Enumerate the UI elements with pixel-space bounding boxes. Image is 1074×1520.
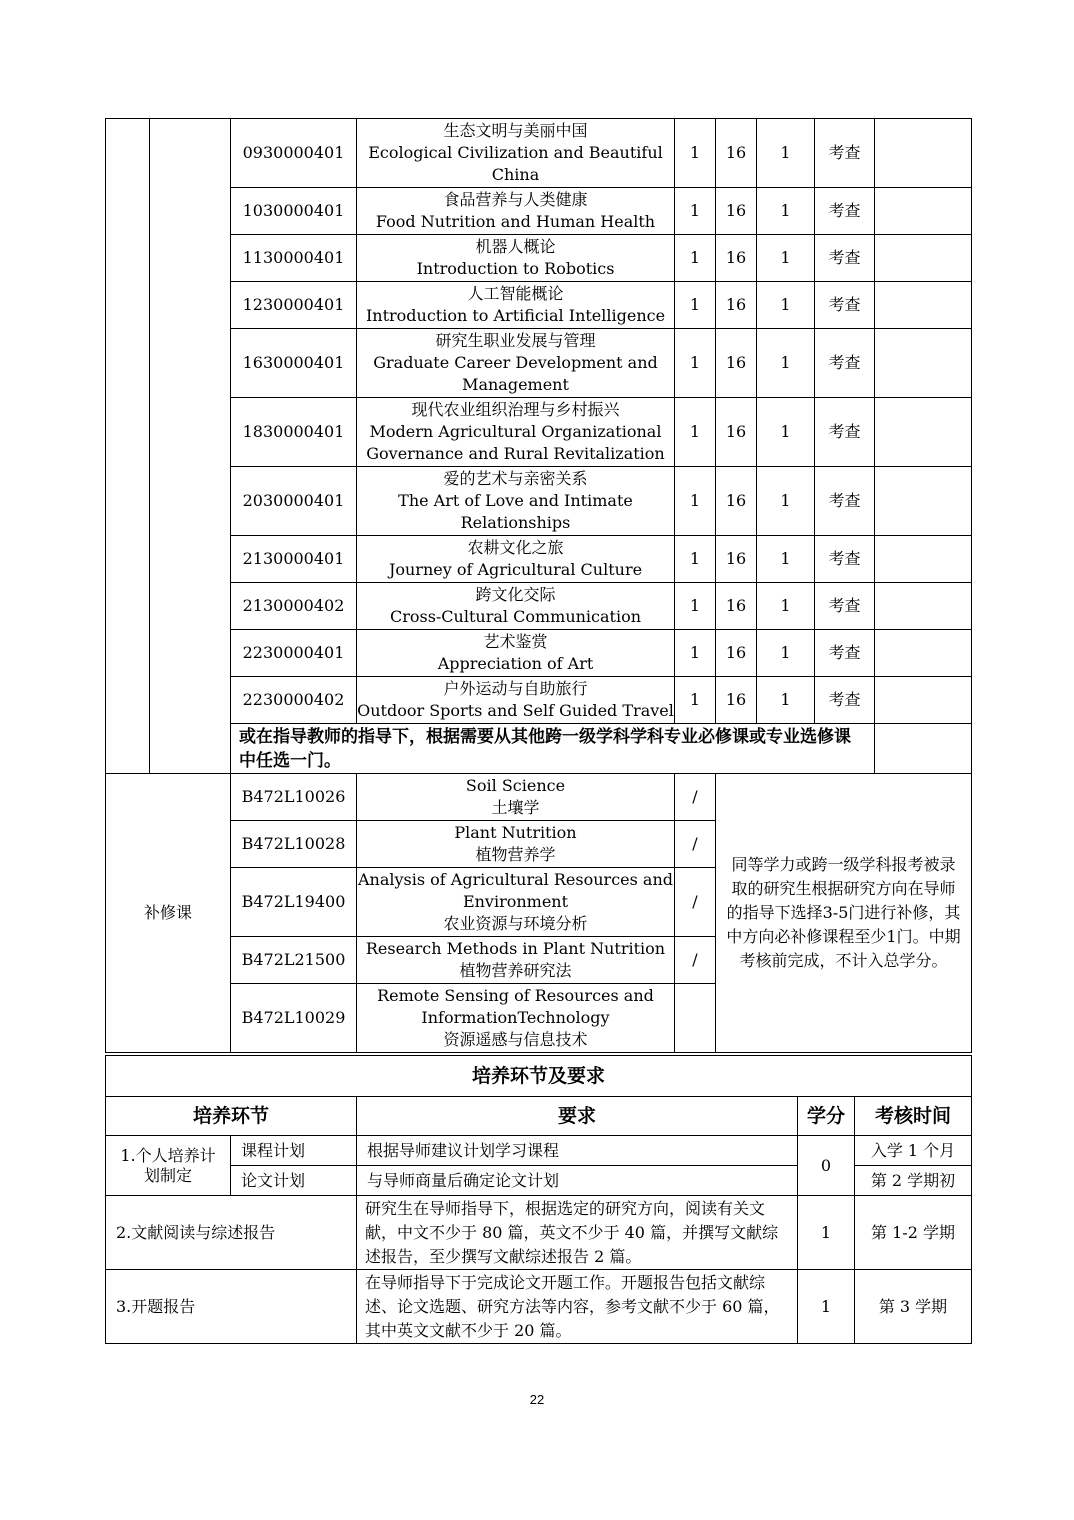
course-credit: 1 <box>675 536 716 583</box>
remedial-name-en: Research Methods in Plant Nutrition <box>365 939 666 958</box>
course-row <box>106 398 972 467</box>
course-name <box>357 235 675 282</box>
course-remark <box>875 536 972 583</box>
course-remark <box>875 119 972 188</box>
course-name-cn: 食品营养与人类健康 <box>443 190 588 209</box>
course-credit: 1 <box>675 119 716 188</box>
header-requirement: 要求 <box>357 1097 798 1136</box>
course-code: 2130000401 <box>231 536 357 583</box>
course-assessment: 考查 <box>815 329 875 398</box>
course-row <box>106 467 972 536</box>
elective-note: 或在指导教师的指导下，根据需要从其他跨一级学科学科专业必修课或专业选修课中任选一门。 <box>231 724 875 774</box>
course-credit: 1 <box>675 398 716 467</box>
course-name <box>357 398 675 467</box>
course-table <box>105 118 972 1053</box>
course-name-en: The Art of Love and Intimate Relationships <box>398 491 633 532</box>
course-hours: 16 <box>716 119 757 188</box>
course-name-en: Appreciation of Art <box>437 654 594 673</box>
course-hours: 16 <box>716 630 757 677</box>
course-code: 1630000401 <box>231 329 357 398</box>
course-name-en: Food Nutrition and Human Health <box>375 212 656 231</box>
proposal-stage-label: 3.开题报告 <box>106 1270 357 1344</box>
course-assessment: 考查 <box>815 235 875 282</box>
course-semester: 1 <box>757 677 815 724</box>
course-code: 1830000401 <box>231 398 357 467</box>
blank-subcategory-cell <box>150 119 231 774</box>
remedial-note: 同等学力或跨一级学科报考被录取的研究生根据研究方向在导师的指导下选择3-5门进行补修，其中方向必补修课程至少1门。中期考核前完成，不计入总学分。 <box>716 774 972 1053</box>
remedial-name-cn: 资源遥感与信息技术 <box>443 1030 588 1049</box>
course-code: 1130000401 <box>231 235 357 282</box>
header-stage: 培养环节 <box>106 1097 357 1136</box>
remedial-code: B472L21500 <box>231 937 357 984</box>
course-credit: 1 <box>675 630 716 677</box>
course-name <box>357 467 675 536</box>
course-hours: 16 <box>716 536 757 583</box>
course-credit: 1 <box>675 329 716 398</box>
course-hours: 16 <box>716 398 757 467</box>
course-row <box>106 583 972 630</box>
course-credit: 1 <box>675 677 716 724</box>
course-assessment: 考查 <box>815 630 875 677</box>
course-hours: 16 <box>716 235 757 282</box>
literature-time: 第 1-2 学期 <box>855 1196 972 1270</box>
remedial-credit: / <box>675 774 716 821</box>
blank-category-cell <box>106 119 150 774</box>
course-row <box>106 188 972 235</box>
course-remark <box>875 677 972 724</box>
remedial-code: B472L10028 <box>231 821 357 868</box>
course-name-cn: 农耕文化之旅 <box>467 538 564 557</box>
course-semester: 1 <box>757 119 815 188</box>
course-assessment: 考查 <box>815 282 875 329</box>
course-name <box>357 329 675 398</box>
proposal-credit: 1 <box>798 1270 855 1344</box>
remedial-name-cn: 土壤学 <box>491 798 540 817</box>
remedial-name <box>357 821 675 868</box>
course-row <box>106 329 972 398</box>
course-assessment: 考查 <box>815 677 875 724</box>
course-credit: 1 <box>675 282 716 329</box>
course-name-en: Journey of Agricultural Culture <box>388 560 643 579</box>
course-remark <box>875 630 972 677</box>
course-name-en: Introduction to Artificial Intelligence <box>365 306 666 325</box>
course-code: 2130000402 <box>231 583 357 630</box>
literature-requirement: 研究生在导师指导下，根据选定的研究方向，阅读有关文献，中文不少于 80 篇，英文不少于 40 篇，并撰写文献综述报告，至少撰写文献综述报告 2 篇。 <box>357 1196 798 1270</box>
course-name-en: Modern Agricultural Organizational Governance and Rural Revitalization <box>366 422 665 463</box>
remedial-row <box>106 774 972 821</box>
course-credit: 1 <box>675 467 716 536</box>
remedial-code: B472L10026 <box>231 774 357 821</box>
course-semester: 1 <box>757 235 815 282</box>
course-hours: 16 <box>716 677 757 724</box>
course-name-cn: 生态文明与美丽中国 <box>443 121 588 140</box>
course-assessment: 考查 <box>815 536 875 583</box>
course-row <box>106 235 972 282</box>
course-assessment: 考查 <box>815 467 875 536</box>
remedial-credit <box>675 984 716 1053</box>
course-assessment: 考查 <box>815 398 875 467</box>
course-name-en: Outdoor Sports and Self Guided Travel <box>357 701 674 720</box>
course-credit: 1 <box>675 235 716 282</box>
course-remark <box>875 188 972 235</box>
course-name-cn: 爱的艺术与亲密关系 <box>443 469 588 488</box>
course-name <box>357 119 675 188</box>
literature-stage-label: 2.文献阅读与综述报告 <box>106 1196 357 1270</box>
plan-sub-thesis: 论文计划 <box>231 1166 357 1196</box>
course-name-en: Graduate Career Development and Management <box>373 353 658 394</box>
remedial-name-en: Soil Science <box>465 776 566 795</box>
course-code: 1230000401 <box>231 282 357 329</box>
remedial-name-en: Plant Nutrition <box>454 823 577 842</box>
elective-note-remark <box>875 724 972 774</box>
plan-credit: 0 <box>798 1136 855 1196</box>
course-name-cn: 人工智能概论 <box>467 284 564 303</box>
course-row <box>106 282 972 329</box>
course-hours: 16 <box>716 467 757 536</box>
course-name-en: Ecological Civilization and Beautiful China <box>368 143 663 184</box>
literature-credit: 1 <box>798 1196 855 1270</box>
course-semester: 1 <box>757 188 815 235</box>
remedial-name <box>357 868 675 937</box>
remedial-name-en: Remote Sensing of Resources and InformationTechnology <box>377 986 654 1027</box>
course-name-en: Cross-Cultural Communication <box>389 607 642 626</box>
page-number: 22 <box>529 1392 545 1407</box>
remedial-name-cn: 植物营养研究法 <box>459 961 572 980</box>
proposal-requirement: 在导师指导下于完成论文开题工作。开题报告包括文献综述、论文选题、研究方法等内容，参考文献不少于 60 篇，其中英文文献不少于 20 篇。 <box>357 1270 798 1344</box>
course-hours: 16 <box>716 583 757 630</box>
course-remark <box>875 329 972 398</box>
course-semester: 1 <box>757 536 815 583</box>
course-remark <box>875 583 972 630</box>
course-name-en: Introduction to Robotics <box>416 259 615 278</box>
course-row <box>106 119 972 188</box>
course-name-cn: 机器人概论 <box>475 237 556 256</box>
remedial-name <box>357 937 675 984</box>
remedial-code: B472L10029 <box>231 984 357 1053</box>
elective-note-row <box>106 724 972 774</box>
course-code: 2030000401 <box>231 467 357 536</box>
course-name <box>357 188 675 235</box>
course-name <box>357 536 675 583</box>
course-name-cn: 现代农业组织治理与乡村振兴 <box>411 400 620 419</box>
course-remark <box>875 282 972 329</box>
plan-req-course: 根据导师建议计划学习课程 <box>357 1136 798 1166</box>
proposal-time: 第 3 学期 <box>855 1270 972 1344</box>
course-remark <box>875 398 972 467</box>
course-row <box>106 630 972 677</box>
course-semester: 1 <box>757 583 815 630</box>
course-code: 2230000401 <box>231 630 357 677</box>
course-semester: 1 <box>757 398 815 467</box>
course-row <box>106 536 972 583</box>
course-remark <box>875 235 972 282</box>
course-assessment: 考查 <box>815 583 875 630</box>
remedial-credit: / <box>675 937 716 984</box>
course-semester: 1 <box>757 282 815 329</box>
course-name-cn: 艺术鉴赏 <box>483 632 548 651</box>
remedial-name <box>357 984 675 1053</box>
course-row <box>106 677 972 724</box>
course-name <box>357 630 675 677</box>
course-code: 0930000401 <box>231 119 357 188</box>
course-name-cn: 户外运动与自助旅行 <box>443 679 588 698</box>
course-name-cn: 跨文化交际 <box>475 585 556 604</box>
training-section-title: 培养环节及要求 <box>106 1056 972 1097</box>
remedial-name-cn: 植物营养学 <box>475 845 556 864</box>
remedial-credit: / <box>675 868 716 937</box>
plan-stage-label: 1.个人培养计划制定 <box>106 1136 231 1196</box>
course-hours: 16 <box>716 282 757 329</box>
training-table <box>105 1055 972 1344</box>
remedial-name-cn: 农业资源与环境分析 <box>443 914 588 933</box>
course-remark <box>875 467 972 536</box>
remedial-credit: / <box>675 821 716 868</box>
course-name <box>357 677 675 724</box>
course-code: 1030000401 <box>231 188 357 235</box>
course-assessment: 考查 <box>815 119 875 188</box>
plan-req-thesis: 与导师商量后确定论文计划 <box>357 1166 798 1196</box>
course-code: 2230000402 <box>231 677 357 724</box>
course-semester: 1 <box>757 467 815 536</box>
course-semester: 1 <box>757 630 815 677</box>
header-time: 考核时间 <box>855 1097 972 1136</box>
course-name <box>357 282 675 329</box>
course-hours: 16 <box>716 329 757 398</box>
plan-sub-course: 课程计划 <box>231 1136 357 1166</box>
course-assessment: 考查 <box>815 188 875 235</box>
remedial-code: B472L19400 <box>231 868 357 937</box>
remedial-name-en: Analysis of Agricultural Resources and Environment <box>357 870 673 911</box>
course-credit: 1 <box>675 583 716 630</box>
course-name <box>357 583 675 630</box>
header-credit: 学分 <box>798 1097 855 1136</box>
remedial-name <box>357 774 675 821</box>
course-hours: 16 <box>716 188 757 235</box>
remedial-label: 补修课 <box>106 774 231 1053</box>
course-name-cn: 研究生职业发展与管理 <box>435 331 596 350</box>
course-credit: 1 <box>675 188 716 235</box>
course-semester: 1 <box>757 329 815 398</box>
plan-time-course: 入学 1 个月 <box>855 1136 972 1166</box>
plan-time-thesis: 第 2 学期初 <box>855 1166 972 1196</box>
